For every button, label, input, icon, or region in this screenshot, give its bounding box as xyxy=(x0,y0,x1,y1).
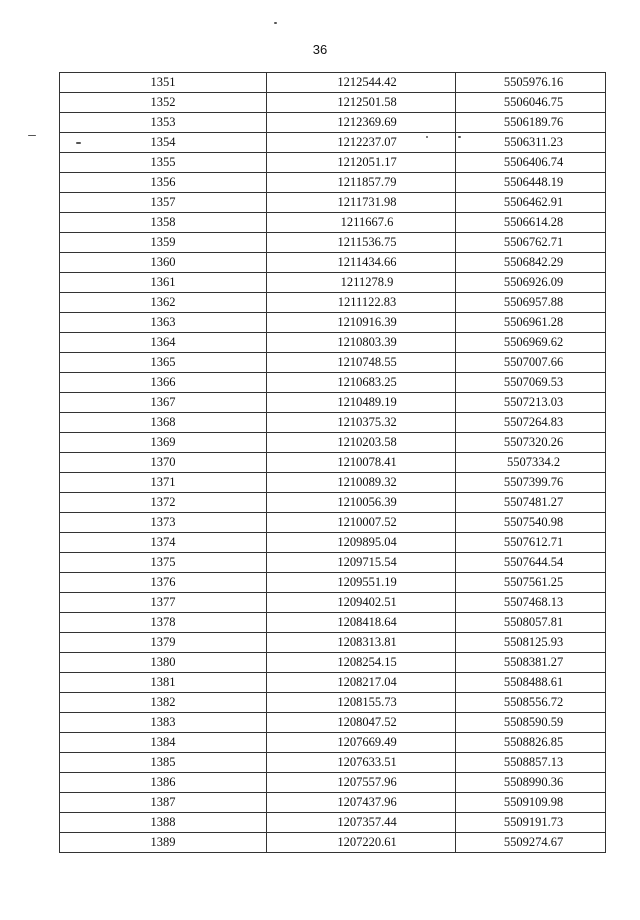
point-number-cell: 1357 xyxy=(60,193,267,213)
table-row xyxy=(60,133,606,153)
coordinates-table-body xyxy=(60,73,606,853)
x-coordinate-cell: 1208217.04 xyxy=(267,673,456,693)
x-coordinate-cell: 1212237.07 xyxy=(267,133,456,153)
x-coordinate-cell: 1209895.04 xyxy=(267,533,456,553)
x-coordinate-cell: 1208047.52 xyxy=(267,713,456,733)
x-coordinate-cell: 1207220.61 xyxy=(267,833,456,853)
point-number-cell: 1381 xyxy=(60,673,267,693)
x-coordinate-cell: 1210375.32 xyxy=(267,413,456,433)
point-number-cell: 1351 xyxy=(60,73,267,93)
point-number-cell: 1383 xyxy=(60,713,267,733)
table-row xyxy=(60,193,606,213)
table-row xyxy=(60,493,606,513)
table-row xyxy=(60,213,606,233)
y-coordinate-cell: 5507007.66 xyxy=(456,353,606,373)
point-number-cell: 1358 xyxy=(60,213,267,233)
x-coordinate-cell: 1210803.39 xyxy=(267,333,456,353)
y-coordinate-cell: 5506969.62 xyxy=(456,333,606,353)
x-coordinate-cell: 1207357.44 xyxy=(267,813,456,833)
y-coordinate-cell: 5506842.29 xyxy=(456,253,606,273)
y-coordinate-cell: 5507334.2 xyxy=(456,453,606,473)
point-number-cell: 1379 xyxy=(60,633,267,653)
y-coordinate-cell: 5507320.26 xyxy=(456,433,606,453)
x-coordinate-cell: 1212501.58 xyxy=(267,93,456,113)
table-row xyxy=(60,533,606,553)
table-row xyxy=(60,393,606,413)
x-coordinate-cell: 1210056.39 xyxy=(267,493,456,513)
point-number-cell: 1362 xyxy=(60,293,267,313)
x-coordinate-cell: 1210078.41 xyxy=(267,453,456,473)
y-coordinate-cell: 5508990.36 xyxy=(456,773,606,793)
table-row xyxy=(60,153,606,173)
y-coordinate-cell: 5506406.74 xyxy=(456,153,606,173)
y-coordinate-cell: 5507481.27 xyxy=(456,493,606,513)
x-coordinate-cell: 1211857.79 xyxy=(267,173,456,193)
point-number-cell: 1367 xyxy=(60,393,267,413)
x-coordinate-cell: 1207557.96 xyxy=(267,773,456,793)
y-coordinate-cell: 5507213.03 xyxy=(456,393,606,413)
point-number-cell: 1368 xyxy=(60,413,267,433)
table-row xyxy=(60,553,606,573)
x-coordinate-cell: 1211536.75 xyxy=(267,233,456,253)
table-row xyxy=(60,573,606,593)
y-coordinate-cell: 5508488.61 xyxy=(456,673,606,693)
table-row xyxy=(60,433,606,453)
y-coordinate-cell: 5508590.59 xyxy=(456,713,606,733)
table-row xyxy=(60,353,606,373)
x-coordinate-cell: 1210748.55 xyxy=(267,353,456,373)
y-coordinate-cell: 5507644.54 xyxy=(456,553,606,573)
coordinates-table xyxy=(59,72,606,853)
table-row xyxy=(60,313,606,333)
table-row xyxy=(60,453,606,473)
point-number-cell: 1352 xyxy=(60,93,267,113)
point-number-cell: 1388 xyxy=(60,813,267,833)
point-number-cell: 1371 xyxy=(60,473,267,493)
table-row xyxy=(60,633,606,653)
x-coordinate-cell: 1209551.19 xyxy=(267,573,456,593)
table-row xyxy=(60,753,606,773)
y-coordinate-cell: 5506189.76 xyxy=(456,113,606,133)
y-coordinate-cell: 5506926.09 xyxy=(456,273,606,293)
y-coordinate-cell: 5507264.83 xyxy=(456,413,606,433)
x-coordinate-cell: 1211122.83 xyxy=(267,293,456,313)
y-coordinate-cell: 5506762.71 xyxy=(456,233,606,253)
y-coordinate-cell: 5507468.13 xyxy=(456,593,606,613)
y-coordinate-cell: 5508857.13 xyxy=(456,753,606,773)
y-coordinate-cell: 5508826.85 xyxy=(456,733,606,753)
table-row xyxy=(60,833,606,853)
point-number-cell: 1386 xyxy=(60,773,267,793)
point-number-cell: 1375 xyxy=(60,553,267,573)
x-coordinate-cell: 1207633.51 xyxy=(267,753,456,773)
table-row xyxy=(60,793,606,813)
y-coordinate-cell: 5506957.88 xyxy=(456,293,606,313)
point-number-cell: 1387 xyxy=(60,793,267,813)
table-row xyxy=(60,473,606,493)
point-number-cell: 1353 xyxy=(60,113,267,133)
table-row xyxy=(60,233,606,253)
point-number-cell: 1370 xyxy=(60,453,267,473)
y-coordinate-cell: 5506311.23 xyxy=(456,133,606,153)
y-coordinate-cell: 5508125.93 xyxy=(456,633,606,653)
x-coordinate-cell: 1210916.39 xyxy=(267,313,456,333)
table-row xyxy=(60,653,606,673)
y-coordinate-cell: 5507612.71 xyxy=(456,533,606,553)
point-number-cell: 1364 xyxy=(60,333,267,353)
x-coordinate-cell: 1211731.98 xyxy=(267,193,456,213)
table-row xyxy=(60,273,606,293)
x-coordinate-cell: 1208418.64 xyxy=(267,613,456,633)
point-number-cell: 1360 xyxy=(60,253,267,273)
y-coordinate-cell: 5506961.28 xyxy=(456,313,606,333)
table-row xyxy=(60,513,606,533)
table-row xyxy=(60,693,606,713)
point-number-cell: 1385 xyxy=(60,753,267,773)
point-number-cell: 1366 xyxy=(60,373,267,393)
x-coordinate-cell: 1212051.17 xyxy=(267,153,456,173)
point-number-cell: 1389 xyxy=(60,833,267,853)
y-coordinate-cell: 5506614.28 xyxy=(456,213,606,233)
x-coordinate-cell: 1207669.49 xyxy=(267,733,456,753)
y-coordinate-cell: 5507540.98 xyxy=(456,513,606,533)
point-number-cell: 1359 xyxy=(60,233,267,253)
x-coordinate-cell: 1208254.15 xyxy=(267,653,456,673)
table-row xyxy=(60,93,606,113)
point-number-cell: 1377 xyxy=(60,593,267,613)
point-number-cell: 1365 xyxy=(60,353,267,373)
y-coordinate-cell: 5506046.75 xyxy=(456,93,606,113)
point-number-cell: 1373 xyxy=(60,513,267,533)
x-coordinate-cell: 1210203.58 xyxy=(267,433,456,453)
point-number-cell: 1363 xyxy=(60,313,267,333)
x-coordinate-cell: 1208313.81 xyxy=(267,633,456,653)
y-coordinate-cell: 5507561.25 xyxy=(456,573,606,593)
x-coordinate-cell: 1210007.52 xyxy=(267,513,456,533)
x-coordinate-cell: 1209402.51 xyxy=(267,593,456,613)
table-row xyxy=(60,713,606,733)
point-number-cell: 1372 xyxy=(60,493,267,513)
y-coordinate-cell: 5509274.67 xyxy=(456,833,606,853)
x-coordinate-cell: 1210683.25 xyxy=(267,373,456,393)
x-coordinate-cell: 1212544.42 xyxy=(267,73,456,93)
table-row xyxy=(60,773,606,793)
point-number-cell: 1354 xyxy=(60,133,267,153)
scan-speck xyxy=(28,135,36,136)
table-row xyxy=(60,813,606,833)
x-coordinate-cell: 1211667.6 xyxy=(267,213,456,233)
x-coordinate-cell: 1211434.66 xyxy=(267,253,456,273)
point-number-cell: 1369 xyxy=(60,433,267,453)
x-coordinate-cell: 1209715.54 xyxy=(267,553,456,573)
point-number-cell: 1361 xyxy=(60,273,267,293)
y-coordinate-cell: 5507069.53 xyxy=(456,373,606,393)
table-row xyxy=(60,413,606,433)
table-row xyxy=(60,593,606,613)
table-row xyxy=(60,293,606,313)
y-coordinate-cell: 5506462.91 xyxy=(456,193,606,213)
point-number-cell: 1355 xyxy=(60,153,267,173)
y-coordinate-cell: 5505976.16 xyxy=(456,73,606,93)
x-coordinate-cell: 1207437.96 xyxy=(267,793,456,813)
point-number-cell: 1384 xyxy=(60,733,267,753)
point-number-cell: 1382 xyxy=(60,693,267,713)
table-row xyxy=(60,333,606,353)
y-coordinate-cell: 5508556.72 xyxy=(456,693,606,713)
table-row xyxy=(60,373,606,393)
point-number-cell: 1376 xyxy=(60,573,267,593)
y-coordinate-cell: 5508381.27 xyxy=(456,653,606,673)
table-row xyxy=(60,253,606,273)
table-row xyxy=(60,73,606,93)
y-coordinate-cell: 5506448.19 xyxy=(456,173,606,193)
point-number-cell: 1374 xyxy=(60,533,267,553)
x-coordinate-cell: 1210489.19 xyxy=(267,393,456,413)
x-coordinate-cell: 1211278.9 xyxy=(267,273,456,293)
point-number-cell: 1378 xyxy=(60,613,267,633)
y-coordinate-cell: 5509191.73 xyxy=(456,813,606,833)
table-row xyxy=(60,113,606,133)
y-coordinate-cell: 5507399.76 xyxy=(456,473,606,493)
table-row xyxy=(60,673,606,693)
table-row xyxy=(60,613,606,633)
x-coordinate-cell: 1212369.69 xyxy=(267,113,456,133)
y-coordinate-cell: 5509109.98 xyxy=(456,793,606,813)
x-coordinate-cell: 1208155.73 xyxy=(267,693,456,713)
y-coordinate-cell: 5508057.81 xyxy=(456,613,606,633)
scan-speck xyxy=(274,22,277,24)
point-number-cell: 1380 xyxy=(60,653,267,673)
table-row xyxy=(60,733,606,753)
table-row xyxy=(60,173,606,193)
x-coordinate-cell: 1210089.32 xyxy=(267,473,456,493)
page-number: 36 xyxy=(312,42,328,57)
point-number-cell: 1356 xyxy=(60,173,267,193)
